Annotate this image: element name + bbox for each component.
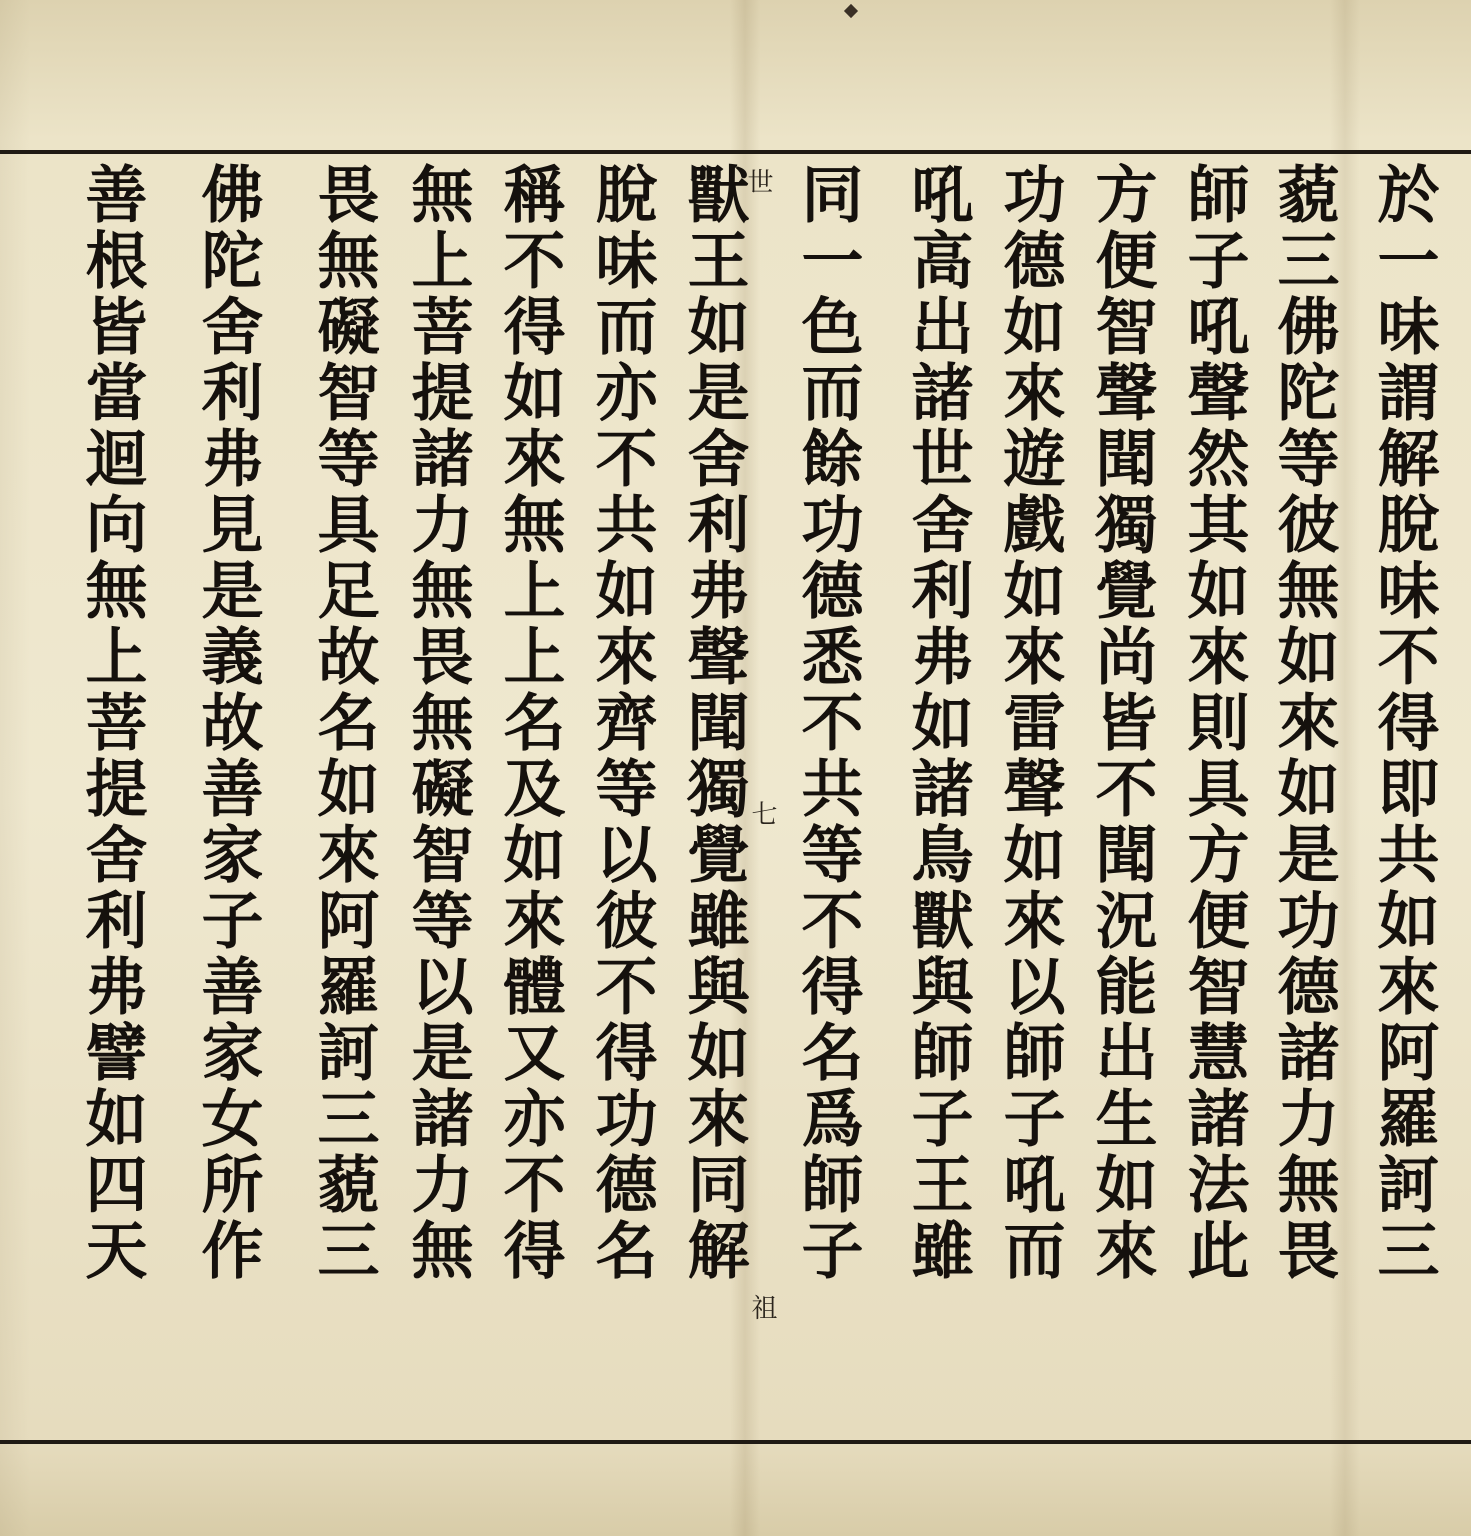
text-column-11: 無上菩提諸力無畏無礙智等以是諸力無 <box>401 162 474 1284</box>
text-column-5: 功德如來遊戲如來雷聲如來以師子吼而 <box>993 162 1066 1284</box>
text-column-7: 同一色而餘功德悉不共等不得名爲師子 <box>791 162 864 1284</box>
text-column-8: 獸王如是舍利弗聲聞獨覺雖與如來同解 <box>677 162 750 1284</box>
top-border-rule <box>0 150 1471 154</box>
fold-mark-bottom: 祖 <box>747 1294 777 1320</box>
fold-mark-middle: 七 <box>747 800 777 826</box>
text-column-4: 方便智聲聞獨覺尚皆不聞況能出生如來 <box>1085 162 1158 1284</box>
text-column-6: 吼高出諸世舍利弗如諸鳥獸與師子王雖 <box>901 162 974 1284</box>
text-column-10: 稱不得如來無上上名及如來體又亦不得 <box>493 162 566 1284</box>
text-column-1: 於一味謂解脫味不得即共如來阿羅訶三 <box>1367 162 1440 1284</box>
ink-mark <box>844 4 858 18</box>
text-column-9: 脫味而亦不共如來齊等以彼不得功德名 <box>585 162 658 1284</box>
text-column-12: 畏無礙智等具足故名如來阿羅訶三藐三 <box>307 162 380 1284</box>
text-column-13: 佛陀舍利弗見是義故善家子善家女所作 <box>191 162 264 1284</box>
text-column-14: 善根皆當迴向無上菩提舍利弗譬如四天 <box>75 162 148 1284</box>
bottom-border-rule <box>0 1440 1471 1444</box>
fold-mark-top: 世 <box>743 168 773 194</box>
text-column-2: 藐三佛陀等彼無如來如是功德諸力無畏 <box>1267 162 1340 1284</box>
text-column-3: 師子吼聲然其如來則具方便智慧諸法此 <box>1177 162 1250 1284</box>
